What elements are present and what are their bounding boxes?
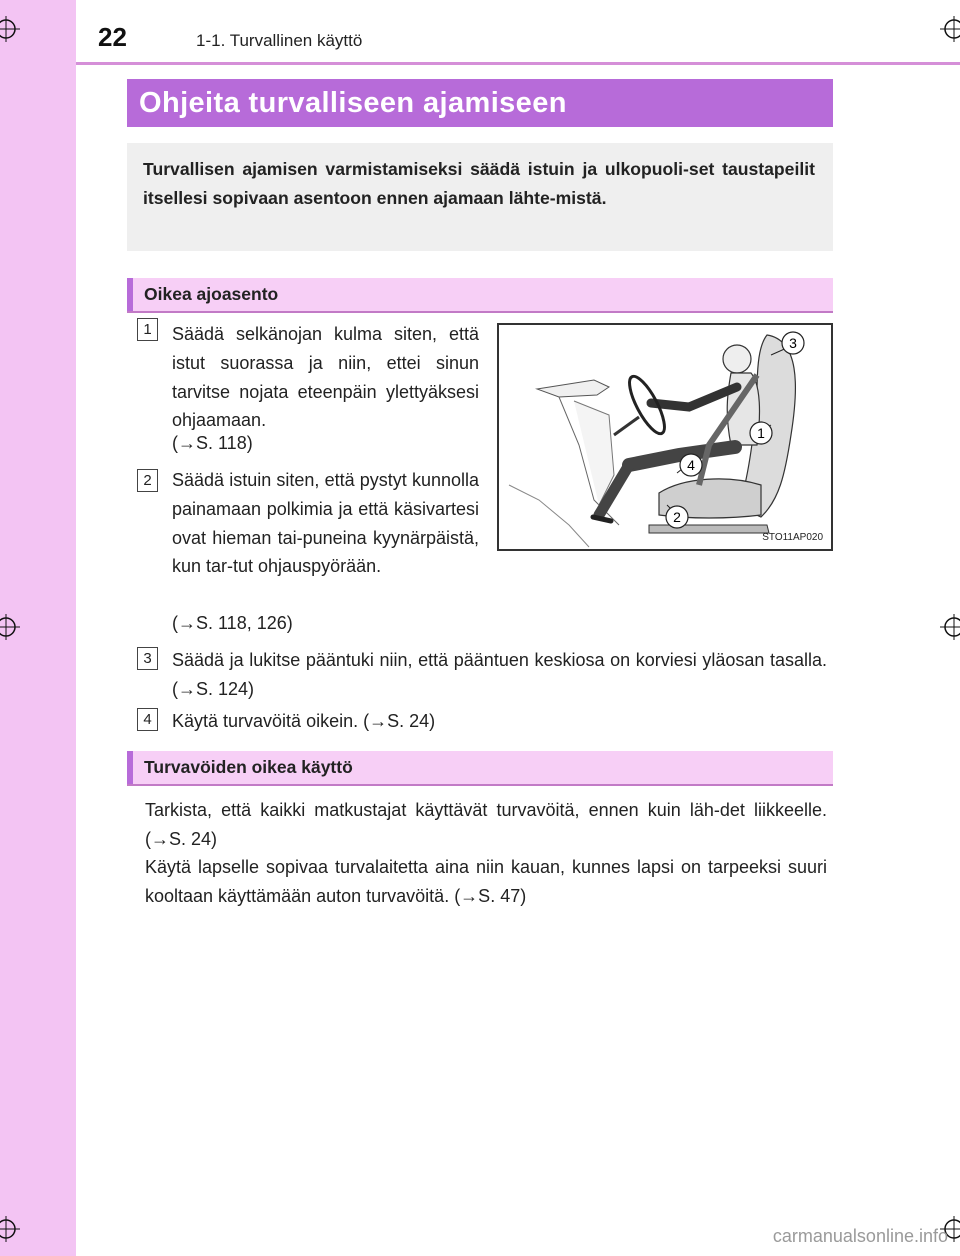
callout-2-label: 2 <box>673 509 681 525</box>
section-heading-label: Turvavöiden oikea käyttö <box>144 757 353 777</box>
registration-mark-icon <box>930 612 960 642</box>
section-heading-seatbelts <box>127 751 833 786</box>
section-reference: 1-1. Turvallinen käyttö <box>196 31 363 50</box>
heading-accent <box>127 751 133 784</box>
registration-mark-icon <box>0 14 30 44</box>
page-title: Ohjeita turvalliseen ajamiseen <box>139 87 567 119</box>
title-bar <box>127 79 833 127</box>
item-1-text: Säädä selkänojan kulma siten, että istut suorassa ja niin, ettei sinun tarvitse nojata eteenpäin ylettyäksesi ohjaamaan. <box>172 324 479 431</box>
callout-1-label: 1 <box>757 425 765 441</box>
driving-position-illustration <box>497 323 833 551</box>
callout-3-label: 3 <box>789 335 797 351</box>
item-3-text: Säädä ja lukitse pääntuki niin, että pääntuen keskiosa on korviesi yläosan tasalla. (→S. 124) <box>172 650 827 699</box>
header-rule <box>76 62 960 65</box>
item-number-4: 4 <box>137 708 158 731</box>
driver-seat-drawing <box>499 325 831 549</box>
registration-mark-icon <box>930 14 960 44</box>
item-1-ref: (→S. 118) <box>172 433 253 453</box>
item-number-3: 3 <box>137 647 158 670</box>
heading-accent <box>127 278 133 311</box>
section-heading-label: Oikea ajoasento <box>144 284 279 304</box>
seatbelt-paragraph-2: Käytä lapselle sopivaa turvalaitetta aina niin kauan, kunnes lapsi on tarpeeksi suuri kooltaan käyttämään auton turvavöitä. (→S. 47) <box>145 857 827 906</box>
item-2-text: Säädä istuin siten, että pystyt kunnolla painamaan polkimia ja että käsivartesi ovat hieman tai-puneina kyynärpäistä, kun tar-tut ohjauspyörään. <box>172 470 479 577</box>
page-number: 22 <box>98 22 127 52</box>
item-number-1: 1 <box>137 318 158 341</box>
seatbelt-paragraph-1: Tarkista, että kaikki matkustajat käyttävät turvavöitä, ennen kuin läh-det liikkeelle. (→S. 24) <box>145 800 827 849</box>
intro-text: Turvallisen ajamisen varmistamiseksi säädä istuin ja ulkopuoli-set taustapeilit itsellesi sopivaan asentoon ennen ajamaan lähte-mistä. <box>143 159 815 208</box>
figure-code: STO11AP020 <box>762 532 823 543</box>
intro-box <box>127 143 833 251</box>
item-4-text: Käytä turvavöitä oikein. (→S. 24) <box>172 711 436 731</box>
registration-mark-icon <box>0 1214 30 1244</box>
item-number-2: 2 <box>137 469 158 492</box>
item-2-ref: (→S. 118, 126) <box>172 613 293 633</box>
watermark: carmanualsonline.info <box>772 1226 948 1246</box>
registration-mark-icon <box>0 612 30 642</box>
section-heading-driving-position <box>127 278 833 313</box>
callout-4-label: 4 <box>687 457 695 473</box>
